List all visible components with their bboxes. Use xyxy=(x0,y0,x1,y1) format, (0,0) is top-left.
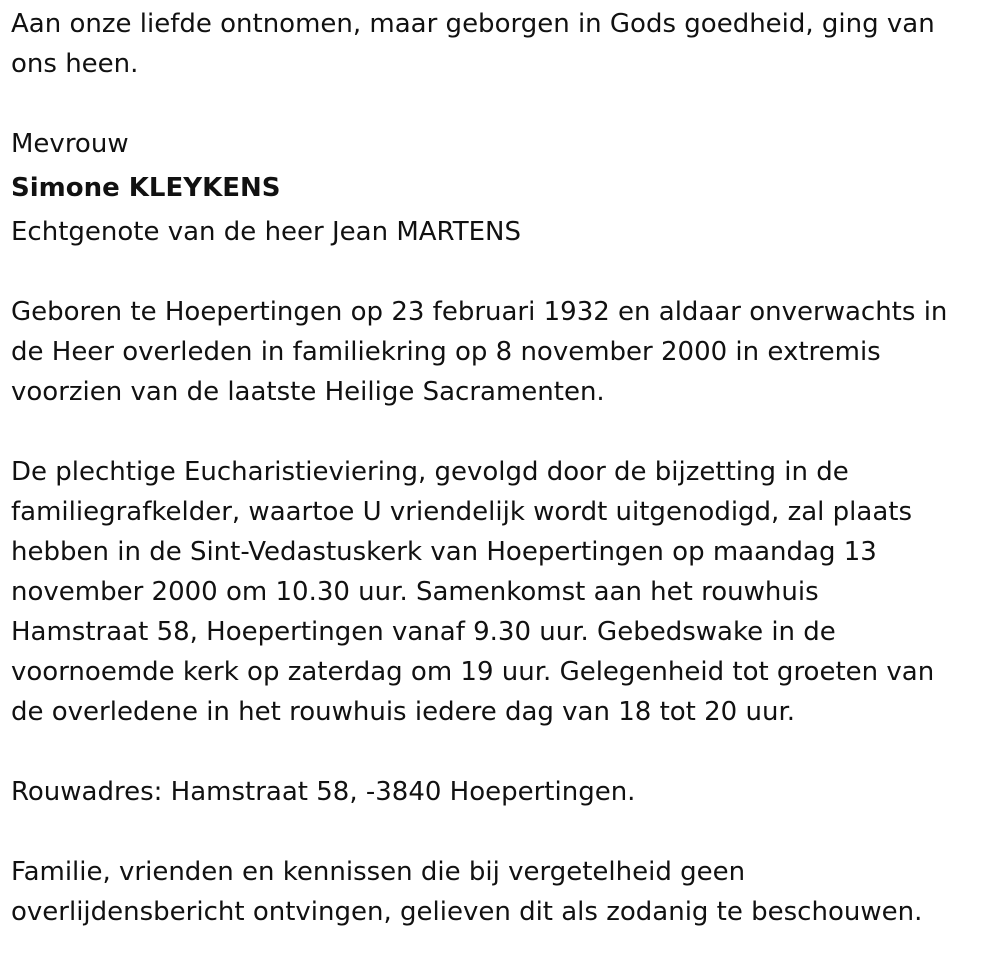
ceremony-line: hebben in de Sint-Vedastuskerk van Hoepertingen op maandag 13 xyxy=(11,537,877,567)
intro-line: ons heen. xyxy=(11,49,139,79)
ceremony-line: familiegrafkelder, waartoe U vriendelijk wordt uitgenodigd, zal plaats xyxy=(11,497,912,527)
intro-line: Aan onze liefde ontnomen, maar geborgen in Gods goedheid, ging van xyxy=(11,9,935,39)
ceremony-line: november 2000 om 10.30 uur. Samenkomst aan het rouwhuis xyxy=(11,577,819,607)
birth-death-line: de Heer overleden in familiekring op 8 november 2000 in extremis xyxy=(11,337,881,367)
ceremony-line: De plechtige Eucharistieviering, gevolgd door de bijzetting in de xyxy=(11,457,849,487)
closing-line: Familie, vrienden en kennissen die bij vergetelheid geen xyxy=(11,857,746,887)
closing-paragraph xyxy=(11,852,986,932)
obituary-text xyxy=(11,4,986,932)
birth-death-line: Geboren te Hoepertingen op 23 februari 1932 en aldaar onverwachts in xyxy=(11,297,948,327)
salutation: Mevrouw xyxy=(11,129,129,159)
intro-paragraph xyxy=(11,4,986,84)
deceased-name: Simone KLEYKENS xyxy=(11,173,281,203)
ceremony-line: Hamstraat 58, Hoepertingen vanaf 9.30 uur. Gebedswake in de xyxy=(11,617,836,647)
ceremony-line: de overledene in het rouwhuis iedere dag van 18 tot 20 uur. xyxy=(11,697,796,727)
ceremony-paragraph xyxy=(11,452,986,732)
closing-line: overlijdensbericht ontvingen, gelieven dit als zodanig te beschouwen. xyxy=(11,897,923,927)
spouse-line: Echtgenote van de heer Jean MARTENS xyxy=(11,217,521,247)
mourning-address: Rouwadres: Hamstraat 58, -3840 Hoepertingen. xyxy=(11,777,636,807)
birth-death-paragraph xyxy=(11,292,986,412)
birth-death-line: voorzien van de laatste Heilige Sacramenten. xyxy=(11,377,605,407)
ceremony-line: voornoemde kerk op zaterdag om 19 uur. Gelegenheid tot groeten van xyxy=(11,657,935,687)
